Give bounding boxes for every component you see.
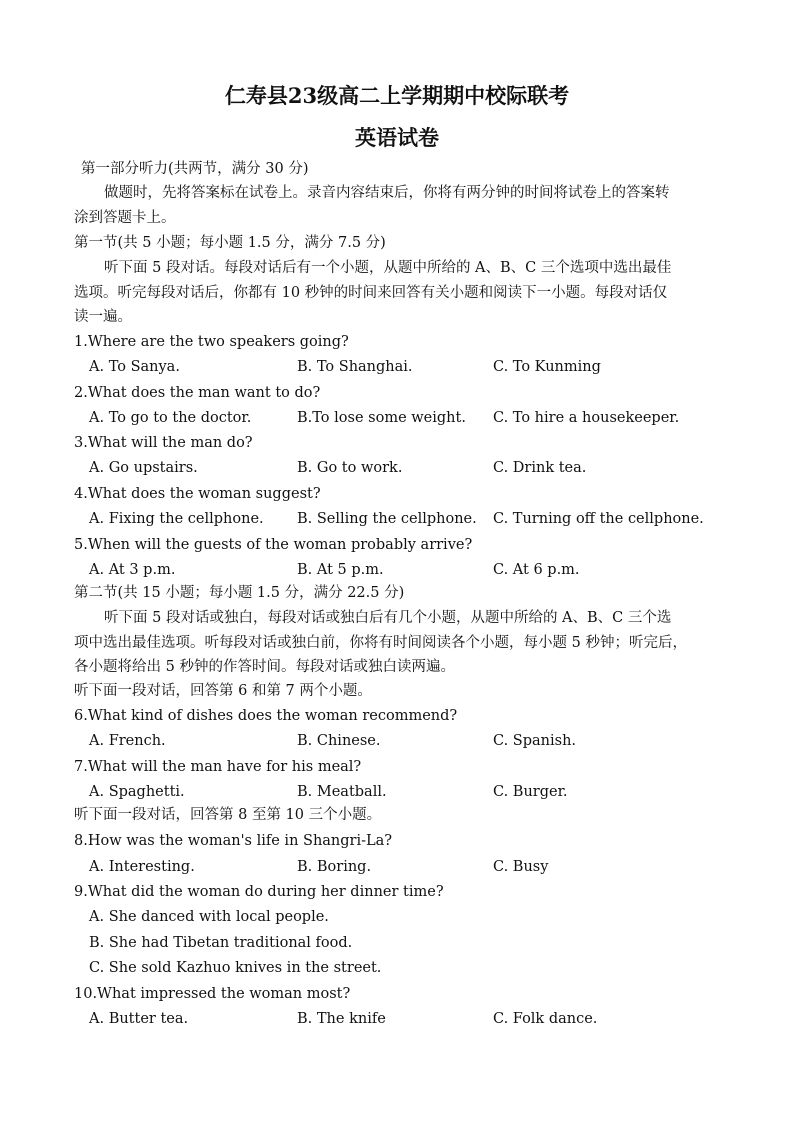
- section1-intro-line3: 读一遍。: [74, 309, 132, 325]
- listening-instruction: 听下面一段对话，回答第 6 和第 7 两个小题。: [74, 683, 372, 699]
- option-c: C. She sold Kazhuo knives in the street.: [89, 960, 382, 976]
- question-stem: 6.What kind of dishes does the woman recommend?: [74, 708, 458, 724]
- exam-title: 仁寿县23级高二上学期期中校际联考: [224, 83, 570, 108]
- option-a: A. Butter tea.: [89, 1011, 189, 1027]
- question-stem: 4.What does the woman suggest?: [74, 486, 321, 502]
- option-c: C. To Kunming: [493, 359, 601, 375]
- option-c: C. Spanish.: [493, 733, 577, 749]
- section2-heading: 第二节(共 15 小题；每小题 1.5 分，满分 22.5 分): [74, 585, 405, 601]
- part1-intro-line2: 涂到答题卡上。: [74, 210, 176, 226]
- part1-heading: 第一部分听力(共两节，满分 30 分): [81, 161, 309, 177]
- option-c: C. To hire a housekeeper.: [493, 410, 680, 426]
- option-a: A. To go to the doctor.: [89, 410, 252, 426]
- option-c: C. Burger.: [493, 784, 568, 800]
- question-stem: 10.What impressed the woman most?: [74, 986, 351, 1002]
- section1-heading: 第一节(共 5 小题；每小题 1.5 分，满分 7.5 分): [74, 235, 386, 251]
- option-c: C. Folk dance.: [493, 1011, 598, 1027]
- option-b: B. Meatball.: [297, 784, 387, 800]
- section2-intro-line1: 听下面 5 段对话或独白，每段对话或独白后有几个小题，从题中所给的 A、B、C 三个选: [104, 610, 672, 626]
- question-stem: 2.What does the man want to do?: [74, 385, 321, 401]
- option-b: B. To Shanghai.: [297, 359, 413, 375]
- question-stem: 9.What did the woman do during her dinner time?: [74, 884, 444, 900]
- section2-intro-line2: 项中选出最佳选项。听每段对话或独白前，你将有时间阅读各个小题，每小题 5 秒钟；听完后，: [74, 635, 687, 651]
- option-c: C. Turning off the cellphone.: [493, 511, 704, 527]
- section1-intro-line2: 选项。听完每段对话后，你都有 10 秒钟的时间来回答有关小题和阅读下一小题。每段对话仅: [74, 285, 668, 301]
- section2-intro-line3: 各小题将给出 5 秒钟的作答时间。每段对话或独白读两遍。: [74, 659, 455, 675]
- option-b: B. She had Tibetan traditional food.: [89, 935, 353, 951]
- option-b: B. Chinese.: [297, 733, 381, 749]
- option-a: A. To Sanya.: [89, 359, 180, 375]
- option-b: B.To lose some weight.: [297, 410, 466, 426]
- option-a: A. Interesting.: [89, 859, 195, 875]
- option-a: A. She danced with local people.: [89, 909, 329, 925]
- option-a: A. At 3 p.m.: [89, 562, 176, 578]
- part1-intro-line1: 做题时，先将答案标在试卷上。录音内容结束后，你将有两分钟的时间将试卷上的答案转: [104, 185, 670, 201]
- exam-subtitle: 英语试卷: [355, 125, 439, 150]
- listening-instruction: 听下面一段对话，回答第 8 至第 10 三个小题。: [74, 807, 382, 823]
- option-c: C. Drink tea.: [493, 460, 587, 476]
- option-b: B. Selling the cellphone.: [297, 511, 477, 527]
- option-b: B. At 5 p.m.: [297, 562, 384, 578]
- option-b: B. The knife: [297, 1011, 386, 1027]
- option-a: A. Fixing the cellphone.: [89, 511, 264, 527]
- option-c: C. At 6 p.m.: [493, 562, 580, 578]
- option-b: B. Go to work.: [297, 460, 403, 476]
- question-stem: 3.What will the man do?: [74, 435, 253, 451]
- question-stem: 8.How was the woman's life in Shangri-La?: [74, 833, 393, 849]
- option-c: C. Busy: [493, 859, 549, 875]
- option-a: A. Go upstairs.: [89, 460, 198, 476]
- question-stem: 1.Where are the two speakers going?: [74, 334, 349, 350]
- option-a: A. Spaghetti.: [89, 784, 185, 800]
- option-b: B. Boring.: [297, 859, 372, 875]
- section1-intro-line1: 听下面 5 段对话。每段对话后有一个小题，从题中所给的 A、B、C 三个选项中选出最佳: [104, 260, 672, 276]
- option-a: A. French.: [89, 733, 166, 749]
- question-stem: 5.When will the guests of the woman probably arrive?: [74, 537, 473, 553]
- question-stem: 7.What will the man have for his meal?: [74, 759, 362, 775]
